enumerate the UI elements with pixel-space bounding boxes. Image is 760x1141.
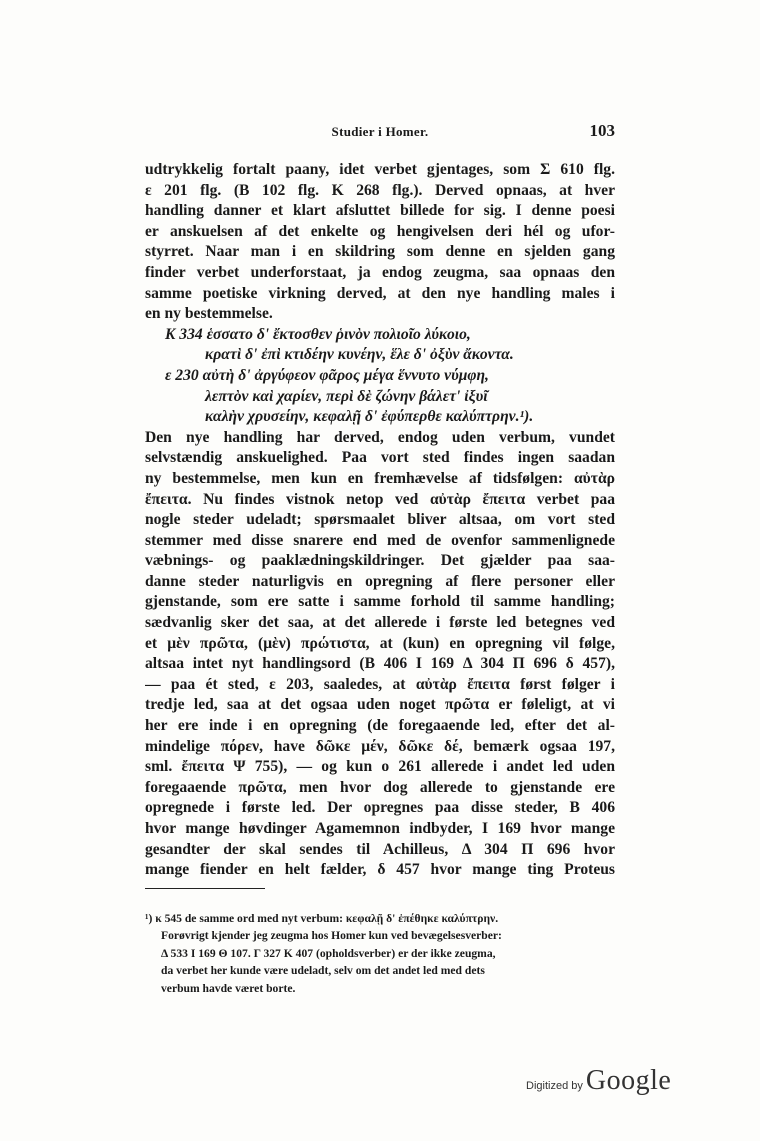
footnote-line: Forøvrigt kjender jeg zeugma hos Homer kun ved bevægelsesverber:	[161, 929, 502, 943]
text-line: Den nye handling har derved, endog uden verbum, vundet	[145, 428, 615, 446]
text-line: mange fiender en helt fælder, δ 457 hvor mange ting Proteus	[145, 861, 615, 879]
text-line: handling danner et klart afsluttet billede for sig. I denne poesi	[145, 202, 615, 220]
text-line: opregnede i første led. Der opregnes paa disse steder, B 406	[145, 799, 615, 817]
text-line: selvstændig anskuelighed. Paa vort sted findes ingen saadan	[145, 449, 615, 467]
body-text	[145, 160, 615, 881]
greek-quote-line: κρατὶ δ' ἐπὶ κτιδέην κυνέην, ἕλε δ' ὀξὺν ἄκοντα.	[205, 346, 514, 364]
footnote-divider	[145, 888, 265, 889]
text-line: ε 201 flg. (B 102 flg. K 268 flg.). Derved opnaas, at hver	[145, 181, 615, 199]
text-line: en ny bestemmelse.	[145, 305, 273, 323]
page-header	[145, 121, 615, 144]
text-line: ἔπειτα. Nu findes vistnok netop ved αὐτὰρ ἔπειτα verbet paa	[145, 490, 615, 508]
text-line: altsaa intet nyt handlingsord (B 406 I 169 Δ 304 Π 696 δ 457),	[145, 655, 615, 673]
text-line: gesandter der skal sendes til Achilleus, Δ 304 Π 696 hvor	[145, 840, 615, 858]
text-line: mindelige πόρεν, have δῶκε μέν, δῶκε δέ, bemærk ogsaa 197,	[145, 737, 615, 755]
text-line: udtrykkelig fortalt paany, idet verbet gjentages, som Σ 610 flg.	[145, 161, 615, 178]
text-line: er anskuelsen af det enkelte og hengivelsen deri hél og ufor-	[145, 222, 615, 240]
running-head: Studier i Homer.	[331, 124, 429, 139]
text-line: samme poetiske virkning derved, at den nye handling males i	[145, 284, 615, 302]
google-watermark	[526, 1065, 671, 1097]
text-line: sml. ἔπειτα Ψ 755), — og kun ο 261 allerede i andet led uden	[145, 758, 615, 776]
page-number: 103	[589, 121, 615, 140]
text-line: stemmer med disse snarere end med de ovenfor sammenlignede	[145, 531, 615, 549]
footnote-line: verbum havde været borte.	[161, 981, 296, 995]
footnote-line: da verbet her kunde være udeladt, selv om det andet led med dets	[161, 964, 485, 978]
greek-quote-line: K 334 ἑσσατο δ' ἔκτοσθεν ῥινὸν πολιοῖο λύκοιο,	[165, 325, 471, 343]
text-line: finder verbet underforstaat, ja endog zeugma, saa opnaas den	[145, 263, 615, 281]
greek-quote-line: ε 230 αὐτὴ δ' ἀργύφεον φᾶρος μέγα ἕννυτο νύμφη,	[165, 366, 489, 384]
footnote	[145, 910, 617, 997]
google-logo: Google	[585, 1065, 672, 1096]
digitized-label: Digitized by	[526, 1080, 583, 1092]
text-line: gjenstande, som ere satte i samme forhold til samme handling;	[145, 593, 615, 611]
greek-quote-line: καλὴν χρυσείην, κεφαλῇ δ' ἐφύπερθε καλύπτρην.¹).	[205, 408, 534, 426]
text-line: et μὲν πρῶτα, (μὲν) πρώτιστα, at (kun) en opregning vil følge,	[145, 634, 615, 652]
text-line: hvor mange høvdinger Agamemnon indbyder, I 169 hvor mange	[145, 820, 615, 837]
text-line: styrret. Naar man i en skildring som denne en sjelden gang	[145, 243, 615, 261]
text-line: foregaaende πρῶτα, men hvor dog allerede to gjenstande ere	[145, 778, 615, 796]
footnote-line: Δ 533 I 169 Θ 107. Γ 327 K 407 (opholdsverber) er der ikke zeugma,	[161, 946, 496, 960]
text-line: sædvanlig sker det saa, at det allerede i første led betegnes ved	[145, 614, 615, 632]
text-line: her ere inde i en opregning (de foregaaende led, efter det al-	[145, 717, 615, 735]
greek-quote-line: λεπτὸν καὶ χαρίεν, περὶ δὲ ζώνην βάλετ' ἰξυῖ	[205, 387, 488, 405]
text-line: væbnings- og paaklædningskildringer. Det gjælder paa saa-	[145, 552, 615, 570]
text-line: ny bestemmelse, men kun en fremhævelse af tidsfølgen: αὐτὰρ	[145, 469, 615, 487]
text-line: tredje led, saa at det ogsaa uden noget πρῶτα er føleligt, at vi	[145, 696, 615, 714]
text-line: — paa ét sted, ε 203, saaledes, at αὐτὰρ ἔπειτα først følger i	[145, 675, 615, 693]
text-line: danne steder naturligvis en opregning af flere personer eller	[145, 572, 615, 590]
footnote-line: ¹) κ 545 de samme ord med nyt verbum: κεφαλῇ δ' ἐπέθηκε καλύπτρην.	[145, 912, 499, 925]
text-line: nogle steder udeladt; spørsmaalet bliver altsaa, om vort sted	[145, 511, 615, 529]
